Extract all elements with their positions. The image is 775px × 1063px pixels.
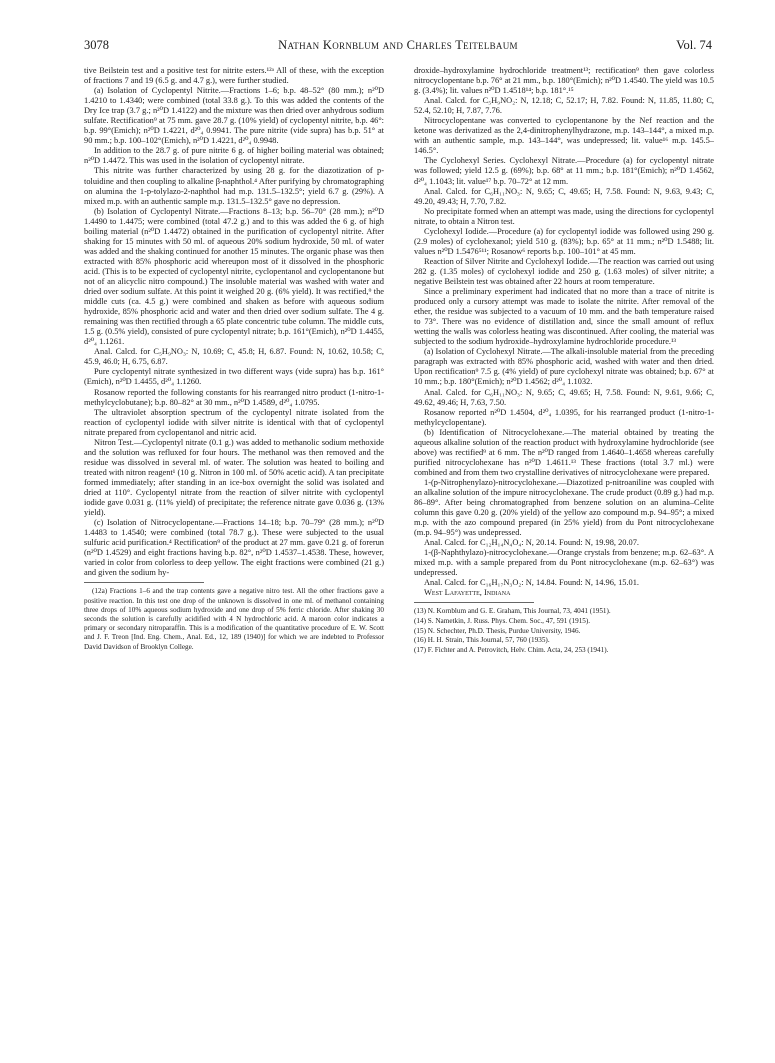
paragraph: Cyclohexyl Iodide.—Procedure (a) for cyclopentyl iodide was followed using 290 g. (2.9 moles) of cyclohexanol; yield 510 g. (83%); b.p. 65° at 11 mm.; n²⁰D 1.5488; lit. values n²⁰D 1.5476⁵¹¹; Rosanow⁶ reports b.p. 100–101° at 45 mm. [414,226,714,256]
paragraph: droxide–hydroxylamine hydrochloride treatment¹³; rectification⁹ then gave colorless nitrocyclopentane b.p. 76° at 21 mm., b.p. 180°(Emich); n²⁰D 1.4540. The yield was 10.5 g. (3.4%); lit. values n²⁰D 1.4518¹⁴; b.p. 181°.¹⁵ [414,66,714,96]
paragraph: Anal. Calcd. for C₆H₁₁NO₃: N, 9.65; C, 49.65; H, 7.58. Found: N, 9.63, 9.43; C, 49.20, 49.43; H, 7.70, 7.82. [414,186,714,206]
paragraph: Anal. Calcd. for C₅H₉NO₂: N, 12.18; C, 52.17; H, 7.82. Found: N, 11.85, 11.80; C, 52.4, 52.10; H, 7.87, 7.76. [414,96,714,116]
paragraph: Pure cyclopentyl nitrate synthesized in two different ways (vide supra) has b.p. 161°(Emich), n²⁰D 1.4455, d²⁰₄ 1.1260. [84,367,384,387]
page-number: 3078 [84,38,109,52]
reference-item: (13) N. Kornblum and G. E. Graham, This Journal, 73, 4041 (1951). [414,607,611,616]
footnote-12a [84,587,384,651]
paragraph: Reaction of Silver Nitrite and Cyclohexyl Iodide.—The reaction was carried out using 282 g. (1.35 moles) of cyclohexyl iodide and 250 g. (1.63 moles) of silver nitrite; a negative Beilstein test was obtained after 22 hours at room temperature. [414,256,714,286]
footnote-divider [84,582,204,583]
paragraph: (b) Isolation of Cyclopentyl Nitrate.—Fractions 8–13; b.p. 56–70° (28 mm.); n²⁰D 1.4490 to 1.4475; were combined (total 47.2 g.) and to this was added the 6 g. of high boiling material (n²⁰D 1.4472) obtained in the purification of cyclopentyl nitrite. After shaking for 15 minutes with 50 ml. of aqueous 20% sodium hydroxide, 50 ml. of water was added and the shaking continued for another 15 minutes. The organic phase was then extracted with 85% phosphoric acid whereupon most of it dissolved in the phosphoric acid. (This is to be expected of cyclopentyl nitrite, cyclopentanol and cyclopentanone but not of an alicyclic nitro compound.) The insoluble material was washed with water and dried over sodium sulfate. At this point it weighed 20 g. (6% yield). It was rectified,⁹ the middle cuts (ca. 4.5 g.) were combined and shaken as before with aqueous sodium hydroxide, 85% phosphoric acid and water and then dried over sodium sulfate. The 4 g. remaining was then rectified through a 65 plate concentric tube column. The middle cuts, 1.5 g. (0.5% yield), consisted of pure cyclopentyl nitrate; b.p. 161°(Emich), n²⁰D 1.4455, d²⁰₄ 1.1261. [84,206,384,347]
paragraph: The Cyclohexyl Series. Cyclohexyl Nitrate.—Procedure (a) for cyclopentyl nitrate was followed; yield 12.5 g. (69%); b.p. 68° at 11 mm.; b.p. 181°(Emich); n²⁰D 1.4562, d²⁰₄ 1.1043; lit. value¹⁷ b.p. 70–72° at 12 mm. [414,156,714,186]
page-header [84,38,712,54]
paragraph: Anal. Calcd. for C₆H₁₁NO₃: N, 9.65; C, 49.65; H, 7.58. Found: N, 9.61, 9.66; C, 49.62, 49.46; H, 7.63, 7.50. [414,387,714,407]
reference-item: (17) F. Fichter and A. Petrovitch, Helv. Chim. Acta, 24, 253 (1941). [414,645,609,654]
paragraph: 1-(p-Nitrophenylazo)-nitrocyclohexane.—Diazotized p-nitroaniline was coupled with an alkaline solution of the impure nitrocyclohexane. The crude product (0.89 g.) had m.p. 86–89°. After being chromatographed from benzene solution on an alumina–Celite column this gave 0.20 g. (20% yield) of the yellow azo compound m.p. 94–95°; a mixed m.p. with the azo compound prepared (in 25% yield) from du Pont nitrocyclohexane (m.p. 94–95°) was undepressed. [414,477,714,538]
paragraph: Anal. Calcd. for C₁₂H₁₄N₄O₄: N, 20.14. Found: N, 19.98, 20.07. [424,538,640,548]
paragraph: (c) Isolation of Nitrocyclopentane.—Fractions 14–18; b.p. 70–79° (28 mm.); n²⁰D 1.4483 to 1.4540; were combined (total 78.7 g.). These were subjected to the usual sulfuric acid purification.⁴ Rectification⁹ of the product at 27 mm. gave 0.21 g. of forerun (n²⁰D 1.4529) and eight fractions having b.p. 82°, n²⁰D 1.4537–1.4538. These, however, varied in color from colorless to deep yellow. The eight fractions were combined (21 g.) and given the sodium hy- [84,518,384,578]
references-divider [414,602,534,603]
paragraph: Anal. Calcd. for C₅H₉NO₃: N, 10.69; C, 45.8; H, 6.87. Found: N, 10.62, 10.58; C, 45.9, 46.0; H, 6.75, 6.87. [84,347,384,367]
right-column [414,66,714,655]
reference-item: (16) H. H. Strain, This Journal, 57, 760 (1935). [414,636,550,645]
paragraph: (a) Isolation of Cyclohexyl Nitrate.—The alkali-insoluble material from the preceding paragraph was extracted with 85% phosphoric acid, washed with water and then dried. Upon rectification⁹ 7.5 g. (4% yield) of pure cyclohexyl nitrate was obtained; b.p. 67° at 10 mm.; b.p. 180°(Emich); n²⁰D 1.4562; d²⁰₄ 1.1032. [414,347,714,387]
paragraph: (a) Isolation of Cyclopentyl Nitrite.—Fractions 1–6; b.p. 48–52° (80 mm.); n²⁰D 1.4210 to 1.4340; were combined (total 33.8 g.). To this was added the contents of the Dry Ice trap (3.7 g.; n²⁰D 1.4122) and the mixture was then dried over anhydrous sodium sulfate. Rectification⁹ at 75 mm. gave 28.7 g. (10% yield) of cyclopentyl nitrite, b.p. 46°: b.p. 99°(Emich); n²⁰D 1.4221, d²⁰₄ 0.9941. The pure nitrite (vide supra) has b.p. 51° at 90 mm.; b.p. 100–102°(Emich), n²⁰D 1.4221, d²⁰₄ 0.9948. [84,86,384,146]
paragraph: No precipitate formed when an attempt was made, using the directions for cyclopentyl nitrate, to obtain a Nitron test. [414,206,714,226]
paragraph: This nitrite was further characterized by using 28 g. for the diazotization of p-toluidine and then coupling to alkaline β-naphthol.⁴ After purifying by chromatographing on alumina the 1-p-tolylazo-2-naphthol had m.p. 131.5–132.5°; yield 6.7 g. (29%). A mixed m.p. with an authentic sample m.p. 131.5–132.5° gave no depression. [84,166,384,206]
left-column-body [84,66,384,578]
paragraph: Since a preliminary experiment had indicated that no more than a trace of nitrite is produced only a cursory attempt was made to isolate the nitrite. After removal of the ether, the residue was subjected to a vacuum of 10 mm. and the bath temperature raised to 73°. There was no evidence of distillation and, since the small amount of reflux wetting the walls was colorless heating was discontinued. After cooling, the material was subjected to the sodium hydroxide–hydroxylamine hydrochloride procedure.¹³ [414,287,714,347]
volume-label: Vol. 74 [676,38,712,52]
paragraph: Rosanow reported n²⁰D 1.4504, d²⁰₄ 1.0395, for his rearranged product (1-nitro-1-methylcyclopentane). [414,407,714,427]
paragraph: Nitrocyclopentane was converted to cyclopentanone by the Nef reaction and the ketone was derivatized as the 2,4-dinitrophenylhydrazone, m.p. 143–144°, a mixed m.p. with an authentic sample, m.p. 143–144°, was undepressed; lit. value¹⁶ m.p. 145.5–146.5°. [414,116,714,156]
paragraph: Anal. Calcd. for C₁₆H₁₇N₃O₂: N, 14.84. Found: N, 14.96, 15.01. [424,578,640,588]
running-title-authors: Nathan Kornblum and Charles Teitelbaum [278,38,518,52]
left-column [84,66,384,652]
reference-item: (14) S. Nametkin, J. Russ. Phys. Chem. Soc., 47, 591 (1915). [414,617,591,626]
paragraph: Rosanow reported the following constants for his rearranged nitro product (1-nitro-1-methylcyclobutane); b.p. 80–82° at 30 mm., n²⁰D 1.4589, d²⁰₄ 1.0795. [84,387,384,407]
paragraph: (b) Identification of Nitrocyclohexane.—The material obtained by treating the aqueous alkaline solution of the reaction product with hydroxylamine hydrochloride (see above) was rectified⁹ at 6 mm. The n²⁰D ranged from 1.4640–1.4658 whereas carefully purified nitrocyclohexane has n²⁰D 1.4611.¹³ These fractions (total 3.7 ml.) were combined and from them two crystalline derivatives of nitrocyclohexane were prepared. [414,427,714,477]
paragraph: Nitron Test.—Cyclopentyl nitrate (0.1 g.) was added to methanolic sodium methoxide and the solution was refluxed for four hours. The methanol was then removed and the residue was dissolved in several ml. of water. The solution was heated to boiling and treated with nitron reagent¹ (10 g. Nitron in 100 ml. of 50% acetic acid). A tan precipitate formed immediately; after standing in an ice-box overnight the solid was isolated and dried at 110°. Cyclopentyl nitrate from the reaction of silver nitrite with cyclopentyl iodide gave 0.031 g. (11% yield) of precipitate; the reference nitrate gave 0.036 g. (13% yield). [84,437,384,518]
author-location: West Lafayette, Indiana [424,588,511,598]
paragraph: tive Beilstein test and a positive test for nitrite esters.¹²ᵃ All of these, with the exception of fractions 7 and 19 (6.5 g. and 4.7 g.), were further studied. [84,66,384,86]
right-column-body [414,66,714,588]
footnote-text: (12a) Fractions 1–6 and the trap contents gave a negative nitro test. All the other fractions gave a positive reaction. In this test one drop of the unknown is dissolved in one ml. of methanol containing three drops of 10% aqueous sodium hydroxide and one drop of 5% ferric chloride. After shaking 30 seconds the solution is carefully acidified with 4 N hydrochloric acid. A maroon color indicates a primary or secondary nitroparaffin. This is a modification of the quantitative procedure of E. W. Scott and J. F. Treon [Ind. Eng. Chem., Anal. Ed., 12, 189 (1940)] for which we are indebted to Professor David Davidson of Brooklyn College. [84,587,384,651]
references-list [414,607,714,655]
paragraph: In addition to the 28.7 g. of pure nitrite 6 g. of higher boiling material was obtained; n²⁰D 1.4472. This was used in the isolation of cyclopentyl nitrate. [84,146,384,166]
reference-item: (15) N. Schechter, Ph.D. Thesis, Purdue University, 1946. [414,626,581,635]
paragraph: 1-(β-Naphthylazo)-nitrocyclohexane.—Orange crystals from benzene; m.p. 62–63°. A mixed m.p. with a sample prepared from du Pont nitrocyclohexane (m.p. 62–63°) was undepressed. [414,548,714,578]
paragraph: The ultraviolet absorption spectrum of the cyclopentyl nitrate isolated from the reaction of cyclopentyl iodide with silver nitrite is identical with that of cyclopentyl nitrate prepared from cyclopentanol and nitric acid. [84,407,384,437]
